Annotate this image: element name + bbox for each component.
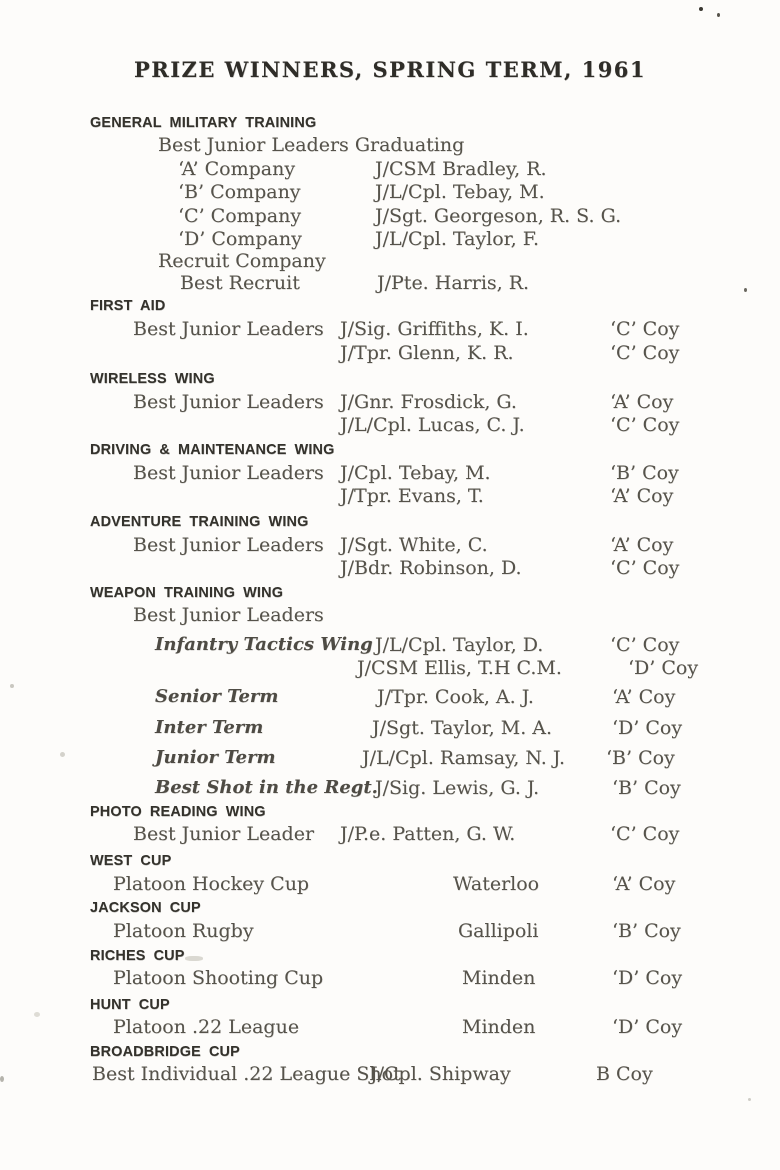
section-heading: HUNT CUP xyxy=(90,996,170,1013)
winner-name: J/Tpr. Glenn, K. R. xyxy=(340,342,514,364)
row-label: Inter Term xyxy=(155,717,264,738)
winner-name: J/Sgt. Taylor, M. A. xyxy=(372,717,553,739)
table-row xyxy=(0,391,780,415)
winner-name: J/L/Cpl. Taylor, D. xyxy=(375,634,544,656)
section-heading: WEST CUP xyxy=(90,852,172,869)
table-row xyxy=(0,604,780,628)
winner-name: J/Tpr. Evans, T. xyxy=(340,485,484,507)
table-row xyxy=(0,181,780,205)
row-label: Platoon Rugby xyxy=(113,920,254,942)
row-label: Best Individual .22 League Shot xyxy=(92,1063,401,1085)
scan-speck xyxy=(185,956,203,961)
section-heading: FIRST AID xyxy=(90,297,166,314)
row-label: Best Junior Leaders xyxy=(133,534,324,556)
table-row xyxy=(0,557,780,581)
table-row xyxy=(0,534,780,558)
table-row xyxy=(0,342,780,366)
table-row xyxy=(0,485,780,509)
section-heading: BROADBRIDGE CUP xyxy=(90,1043,240,1060)
company-tag: ‘B’ Coy xyxy=(610,462,679,484)
table-row xyxy=(0,1063,780,1087)
scan-speck xyxy=(0,1076,4,1082)
company-tag: ‘B’ Coy xyxy=(612,777,681,799)
company-tag: ‘C’ Coy xyxy=(610,823,680,845)
table-row xyxy=(0,920,780,944)
company-tag: ‘A’ Coy xyxy=(612,686,676,708)
winner-name: J/Pte. Harris, R. xyxy=(377,272,530,294)
row-label: ‘A’ Company xyxy=(178,158,296,180)
company-tag: ‘B’ Coy xyxy=(606,747,675,769)
table-row xyxy=(0,462,780,486)
section-heading: DRIVING & MAINTENANCE WING xyxy=(90,441,335,458)
company-tag: ‘A’ Coy xyxy=(610,534,674,556)
company-tag: ‘A’ Coy xyxy=(612,873,676,895)
row-label: Best Junior Leaders xyxy=(133,604,324,626)
company-tag: ‘C’ Coy xyxy=(610,557,680,579)
winner-name: J/L/Cpl. Tebay, M. xyxy=(375,181,545,203)
scan-speck xyxy=(748,1098,751,1101)
table-row xyxy=(0,250,780,274)
winner-name: J/P.e. Patten, G. W. xyxy=(340,823,516,845)
scan-speck xyxy=(34,1012,40,1017)
row-label: ‘B’ Company xyxy=(178,181,301,203)
page-title: PRIZE WINNERS, SPRING TERM, 1961 xyxy=(133,57,647,82)
table-row xyxy=(0,272,780,296)
row-label: Infantry Tactics Wing xyxy=(155,634,373,655)
table-row xyxy=(0,777,780,801)
row-label: Platoon .22 League xyxy=(113,1016,300,1038)
scan-speck xyxy=(717,13,720,17)
company-tag: ‘D’ Coy xyxy=(628,657,699,679)
table-row xyxy=(0,634,780,658)
table-row xyxy=(0,158,780,182)
winner-name: J/L/Cpl. Ramsay, N. J. xyxy=(362,747,566,769)
winner-name: Waterloo xyxy=(453,873,540,895)
winner-name: J/Tpr. Cook, A. J. xyxy=(377,686,534,708)
winner-name: J/L/Cpl. Lucas, C. J. xyxy=(340,414,525,436)
company-tag: B Coy xyxy=(596,1063,653,1085)
company-tag: ‘C’ Coy xyxy=(610,414,680,436)
row-label: Best Recruit xyxy=(180,272,300,294)
scan-speck xyxy=(10,684,14,688)
section-heading: GENERAL MILITARY TRAINING xyxy=(90,114,317,131)
row-label: Senior Term xyxy=(155,686,279,707)
table-row xyxy=(0,686,780,710)
section-heading: ADVENTURE TRAINING WING xyxy=(90,513,309,530)
winner-name: J/Sgt. White, C. xyxy=(340,534,488,556)
company-tag: ‘C’ Coy xyxy=(610,318,680,340)
company-tag: ‘B’ Coy xyxy=(612,920,681,942)
winner-name: Minden xyxy=(462,967,536,989)
table-row xyxy=(0,1016,780,1040)
winner-name: J/Cpl. Shipway xyxy=(370,1063,511,1085)
table-row xyxy=(0,873,780,897)
table-row xyxy=(0,823,780,847)
row-label: Best Junior Leaders xyxy=(133,318,324,340)
row-label: Platoon Shooting Cup xyxy=(113,967,324,989)
table-row xyxy=(0,657,780,681)
winner-name: Gallipoli xyxy=(458,920,539,942)
row-label: Best Junior Leader xyxy=(133,823,315,845)
row-label: Best Junior Leaders xyxy=(133,462,324,484)
winner-name: J/Cpl. Tebay, M. xyxy=(340,462,491,484)
table-row xyxy=(0,747,780,771)
table-row xyxy=(0,967,780,991)
scan-speck xyxy=(699,7,703,11)
table-row xyxy=(0,205,780,229)
winner-name: Minden xyxy=(462,1016,536,1038)
row-label: ‘C’ Company xyxy=(178,205,302,227)
row-label: Recruit Company xyxy=(158,250,326,272)
scan-speck xyxy=(60,752,65,757)
company-tag: ‘D’ Coy xyxy=(612,967,683,989)
table-row xyxy=(0,228,780,252)
section-heading: WEAPON TRAINING WING xyxy=(90,584,284,601)
company-tag: ‘C’ Coy xyxy=(610,634,680,656)
table-row xyxy=(0,414,780,438)
company-tag: ‘C’ Coy xyxy=(610,342,680,364)
table-row xyxy=(0,318,780,342)
winner-name: J/Bdr. Robinson, D. xyxy=(340,557,522,579)
section-heading: PHOTO READING WING xyxy=(90,803,266,820)
winner-name: J/L/Cpl. Taylor, F. xyxy=(375,228,540,250)
row-label: Platoon Hockey Cup xyxy=(113,873,310,895)
row-label: Best Junior Leaders Graduating xyxy=(158,134,465,156)
table-row xyxy=(0,134,780,158)
company-tag: ‘A’ Coy xyxy=(610,485,674,507)
company-tag: ‘D’ Coy xyxy=(612,1016,683,1038)
winner-name: J/Sig. Griffiths, K. I. xyxy=(340,318,529,340)
winner-name: J/CSM Ellis, T.H C.M. xyxy=(357,657,562,679)
winner-name: J/Sig. Lewis, G. J. xyxy=(375,777,540,799)
company-tag: ‘D’ Coy xyxy=(612,717,683,739)
section-heading: JACKSON CUP xyxy=(90,899,201,916)
winner-name: J/Gnr. Frosdick, G. xyxy=(340,391,517,413)
company-tag: ‘A’ Coy xyxy=(610,391,674,413)
section-heading: RICHES CUP xyxy=(90,947,185,964)
row-label: Best Shot in the Regt. xyxy=(155,777,378,798)
row-label: Best Junior Leaders xyxy=(133,391,324,413)
scan-speck xyxy=(744,288,747,292)
table-row xyxy=(0,717,780,741)
winner-name: J/Sgt. Georgeson, R. S. G. xyxy=(375,205,622,227)
row-label: ‘D’ Company xyxy=(178,228,302,250)
winner-name: J/CSM Bradley, R. xyxy=(375,158,547,180)
section-heading: WIRELESS WING xyxy=(90,370,215,387)
row-label: Junior Term xyxy=(155,747,276,768)
